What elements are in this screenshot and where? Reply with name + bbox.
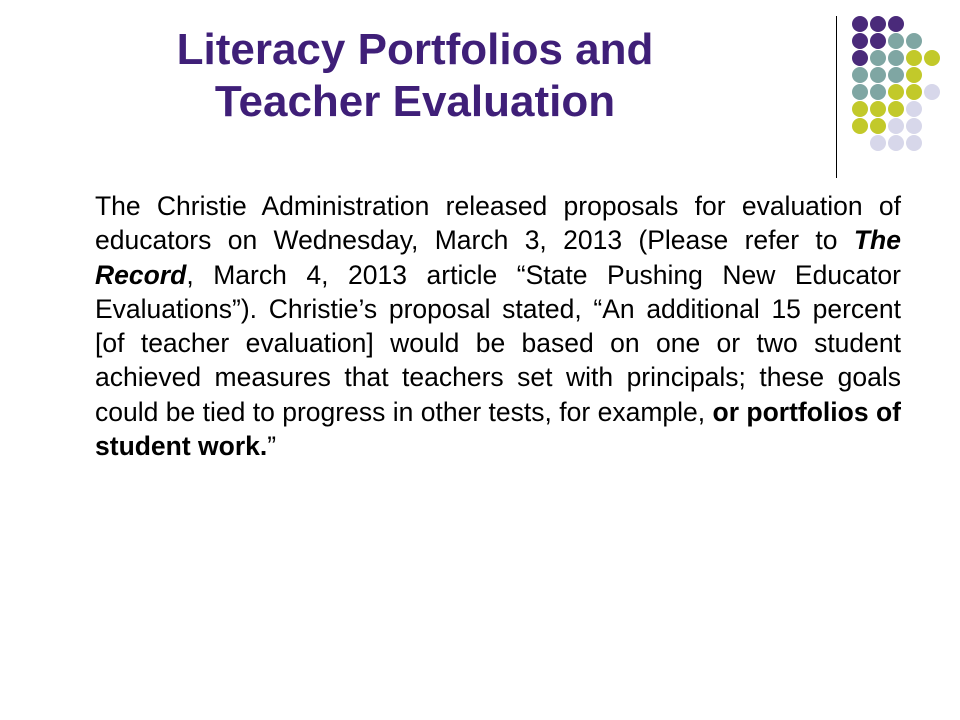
- decor-dot: [870, 101, 886, 117]
- decor-dot: [870, 33, 886, 49]
- decor-dot: [852, 67, 868, 83]
- body-text-part-1: The Christie Administration released proposals for evaluation of educators on Wednesday, March 3, 2013 (Please refer to: [95, 191, 901, 256]
- decorative-dot-grid: [0, 0, 960, 200]
- decor-dot: [924, 84, 940, 100]
- closing-quote: ”: [267, 431, 277, 462]
- newspaper-title: The Record: [95, 225, 901, 290]
- title-line-2: Teacher Evaluation: [214, 77, 616, 126]
- decor-dot: [870, 135, 886, 151]
- decor-dot: [906, 84, 922, 100]
- body-paragraph: [95, 189, 901, 463]
- decor-dot: [852, 33, 868, 49]
- decor-dot: [906, 33, 922, 49]
- decor-dot: [870, 118, 886, 134]
- decor-dot: [888, 118, 904, 134]
- decor-dot: [852, 101, 868, 117]
- decor-dot: [870, 16, 886, 32]
- decor-dot: [888, 84, 904, 100]
- decor-dot: [888, 33, 904, 49]
- decor-dot: [852, 50, 868, 66]
- decor-dot: [906, 67, 922, 83]
- decor-dot: [888, 101, 904, 117]
- decor-dot: [906, 118, 922, 134]
- decor-dot: [870, 50, 886, 66]
- body-text-part-2: , March 4, 2013 article “State Pushing New Educator Evaluations”). Christie’s proposal stated, “An additional 15 percent [of teacher evaluation] would be based on one or two student achieved measures that teachers set with principals; these goals could be tied to progress in other tests, for example,: [95, 259, 901, 427]
- decor-dot: [906, 50, 922, 66]
- decor-dot: [852, 16, 868, 32]
- title-line-1: Literacy Portfolios and: [176, 25, 654, 74]
- decor-dot: [852, 84, 868, 100]
- decor-dot: [852, 118, 868, 134]
- decor-dot: [870, 84, 886, 100]
- decor-dot: [888, 135, 904, 151]
- decor-dot: [870, 67, 886, 83]
- decor-dot: [888, 50, 904, 66]
- decor-dot: [888, 67, 904, 83]
- decor-dot: [924, 50, 940, 66]
- decor-dot: [906, 135, 922, 151]
- decor-dot: [888, 16, 904, 32]
- bold-phrase: or portfolios of student work.: [95, 396, 901, 462]
- decor-dot: [906, 101, 922, 117]
